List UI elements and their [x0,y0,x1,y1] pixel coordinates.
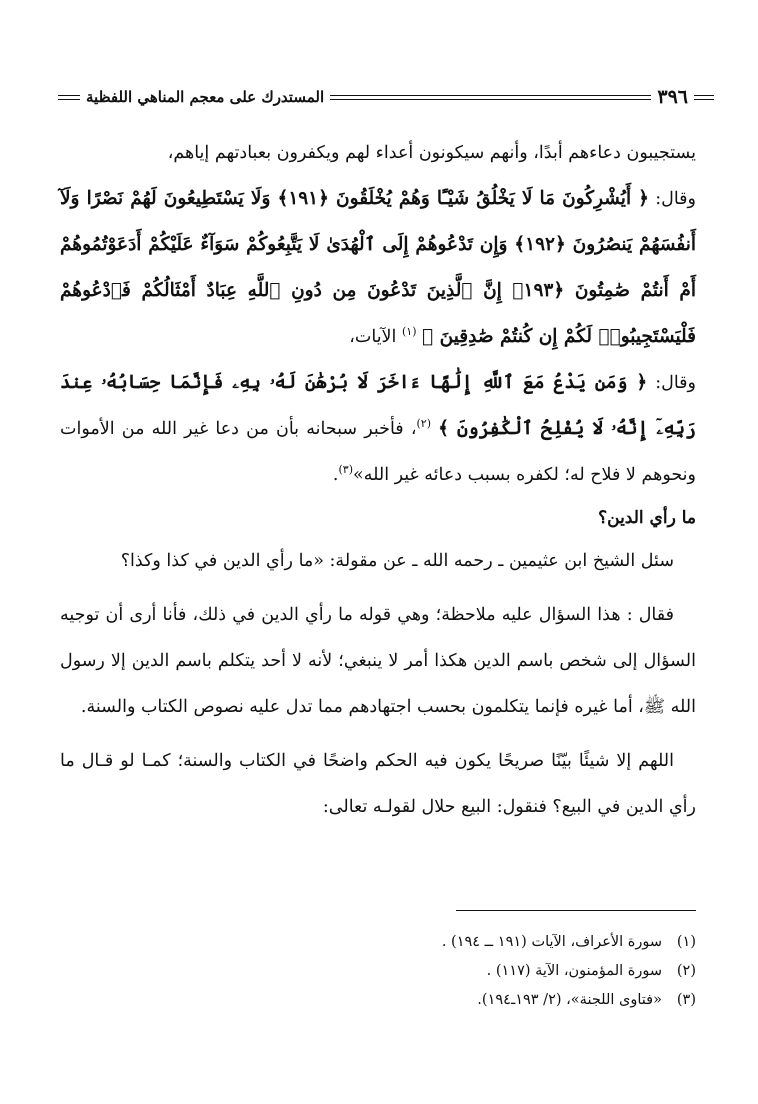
paragraph-1: يستجيبون دعاءهم أبدًا، وأنهم سيكونون أعداء لهم ويكفرون بعبادتهم إياهم، [167,143,696,163]
header-rule-left [58,95,80,100]
body-text [60,130,696,830]
paragraph-2-tail: الآيات، [349,327,397,347]
quran-verse-2: ﴿ وَمَن يَدْعُ مَعَ ٱللَّهِ إِلَٰهًا ءَاخَرَ لَا بُرْهَٰنَ لَهُۥ بِهِۦ فَإِنَّمَا حِسَابُهُۥ عِندَ رَبِّهِۦٓ إِنَّهُۥ لَا يُفْلِحُ ٱلْكَٰفِرُونَ ﴾ [60,372,696,439]
footnote-number: (٣) [676,992,696,1008]
header-rule-right [694,95,714,100]
paragraph-3-end: . [332,465,339,485]
footnote-ref-1[interactable]: (١) [401,325,417,339]
paragraph-2 [60,176,696,360]
book-title: المستدرك على معجم المناهي اللفظية [86,87,325,106]
footnote-3 [60,986,696,1015]
footnote-separator [456,910,696,911]
page-number: ٣٩٦ [657,85,688,108]
footnote-number: (٢) [676,963,696,979]
footnote-ref-2[interactable]: (٢) [416,417,431,431]
footnote-ref-3[interactable]: (٣) [338,463,353,477]
footnote-text: سورة المؤمنون، الآية (١١٧) . [486,963,662,979]
paragraph-3-tail: ، فأخبر سبحانه بأن من دعا غير الله من الأموات ونحوهم لا فلاح له؛ لكفره بسبب دعائه غير الله» [60,419,696,485]
section-heading: ما رأي الدين؟ [598,508,696,528]
paragraph-3 [60,360,696,498]
paragraph-5: فقال : هذا السؤال عليه ملاحظة؛ وهي قوله ما رأي الدين في ذلك، فأنا أرى أن توجيه السؤال إلى شخص باسم الدين هكذا أمر لا ينبغي؛ لأنه لا أحد يتكلم باسم الدين إلا رسول الله ﷺ، أما غيره فإنما يتكلمون بحسب اجتهادهم مما تدل عليه نصوص الكتاب والسنة. [60,605,696,717]
running-header [58,84,714,110]
footnote-2 [60,957,696,986]
footnote-1 [60,928,696,957]
footnote-text: سورة الأعراف، الآيات (١٩١ ــ ١٩٤) . [441,934,662,950]
paragraph-6: اللهم إلا شيئًا بيّنًا صريحًا يكون فيه الحكم واضحًا في الكتاب والسنة؛ كمـا لو قـال ما رأي الدين في البيع؟ فنقول: البيع حلال لقولـه تعالى: [60,751,696,817]
footnotes [60,928,696,1015]
footnote-number: (١) [676,934,696,950]
quran-verse-1: ﴿ أَيُشْرِكُونَ مَا لَا يَخْلُقُ شَيْـًٔا وَهُمْ يُخْلَقُونَ ﴿١٩١﴾ وَلَا يَسْتَطِيعُونَ لَهُمْ نَصْرًا وَلَآ أَنفُسَهُمْ يَنصُرُونَ ﴿١٩٢﴾ وَإِن تَدْعُوهُمْ إِلَى ٱلْهُدَىٰ لَا يَتَّبِعُوكُمْ سَوَآءٌ عَلَيْكُمْ أَدَعَوْتُمُوهُمْ أَمْ أَنتُمْ صَٰمِتُونَ ﴿١٩٣﴾ إِنَّ ٱلَّذِينَ تَدْعُونَ مِن دُونِ ٱللَّهِ عِبَادٌ أَمْثَالُكُمْ فَٱدْعُوهُمْ فَلْيَسْتَجِيبُوا۟ لَكُمْ إِن كُنتُمْ صَٰدِقِينَ ﴾ [60,188,697,347]
footnote-text: «فتاوى اللجنة»، (٢/ ١٩٣ـ١٩٤). [477,992,662,1008]
paragraph-3-lead: وقال: [655,373,696,393]
header-rule-middle [330,95,651,100]
paragraph-2-lead: وقال: [655,189,696,209]
paragraph-4: سئل الشيخ ابن عثيمين ـ رحمه الله ـ عن مقولة: «ما رأي الدين في كذا وكذا؟ [120,551,674,571]
